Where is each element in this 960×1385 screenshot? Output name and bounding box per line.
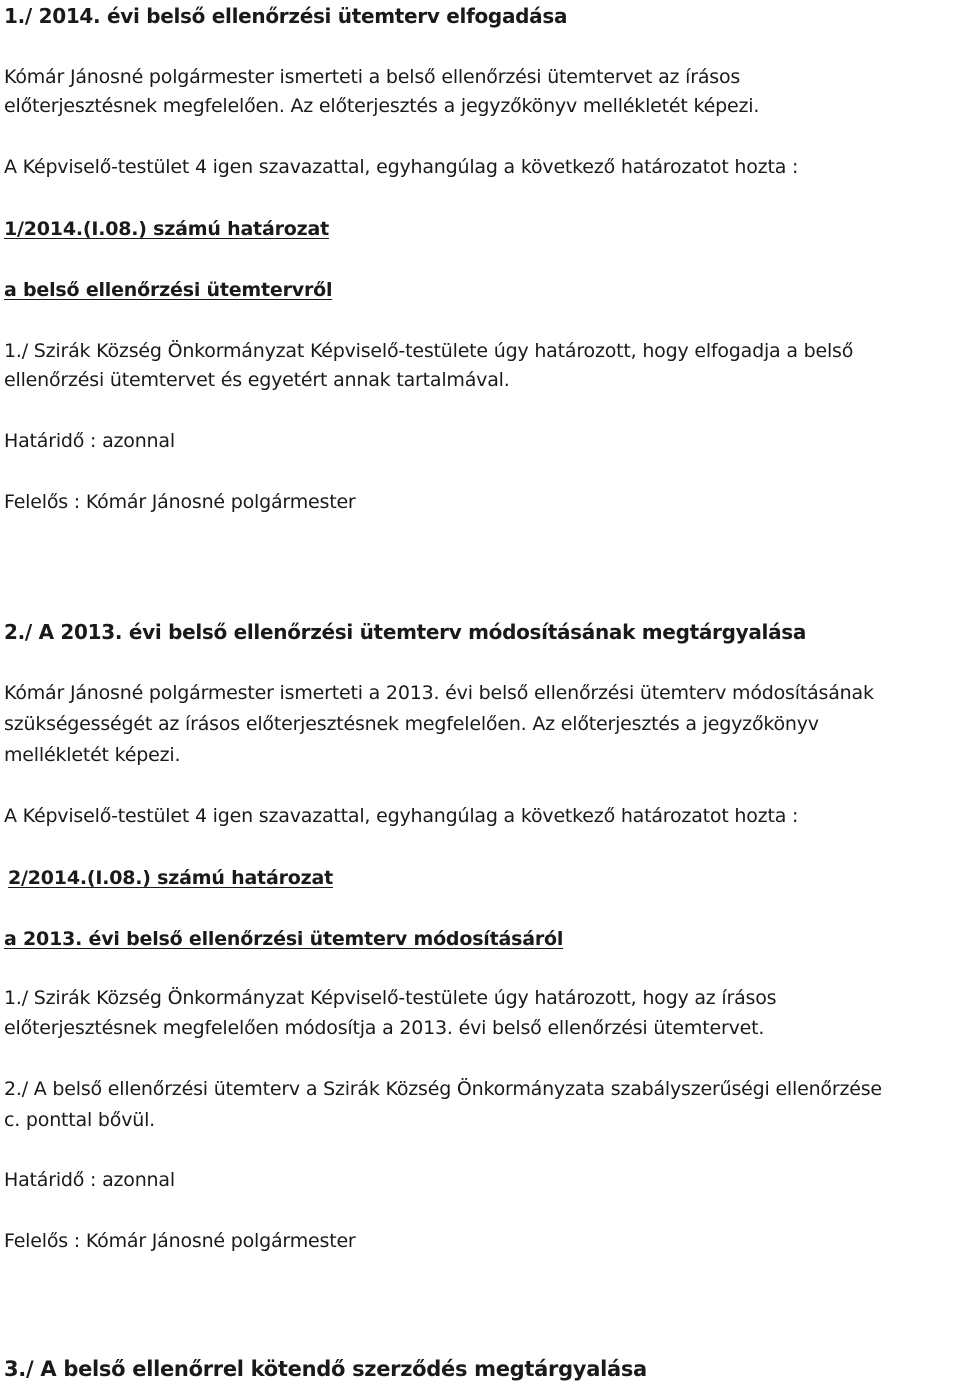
section-3-heading: 3./ A belső ellenőrrel kötendő szerződés megtárgyalása [4,1357,647,1381]
section-2-intro-line-1: Kómár Jánosné polgármester ismerteti a 2013. évi belső ellenőrzési ütemterv módosításának [4,682,874,704]
section-2-resolution-text-line-2: előterjesztésnek megfelelően módosítja a 2013. évi belső ellenőrzési ütemtervet. [4,1017,765,1039]
section-2-responsible: Felelős : Kómár Jánosné polgármester [4,1230,356,1252]
section-1-resolution-text-line-2: ellenőrzési ütemtervet és egyetért annak tartalmával. [4,369,510,391]
section-2-resolution-text-2-line-2: c. ponttal bővül. [4,1109,156,1131]
section-1-intro-line-1: Kómár Jánosné polgármester ismerteti a belső ellenőrzési ütemtervet az írásos [4,66,741,88]
section-2-deadline: Határidő : azonnal [4,1169,175,1191]
section-1-heading: 1./ 2014. évi belső ellenőrzési ütemterv elfogadása [4,4,568,28]
section-2-vote: A Képviselő-testület 4 igen szavazattal, egyhangúlag a következő határozatot hozta : [4,805,799,827]
section-2-resolution-number: 2/2014.(I.08.) számú határozat [8,867,333,889]
section-2-resolution-text-line-1: 1./ Szirák Község Önkormányzat Képviselő-testülete úgy határozott, hogy az írásos [4,987,777,1009]
section-2-resolution-text-2-line-1: 2./ A belső ellenőrzési ütemterv a Szirák Község Önkormányzata szabályszerűségi ellenőrzése [4,1078,882,1100]
section-1-vote: A Képviselő-testület 4 igen szavazattal, egyhangúlag a következő határozatot hozta : [4,156,799,178]
section-1-resolution-number: 1/2014.(I.08.) számú határozat [4,218,329,240]
section-2-resolution-subject: a 2013. évi belső ellenőrzési ütemterv módosításáról [4,928,564,950]
section-1-intro-line-2: előterjesztésnek megfelelően. Az előterjesztés a jegyzőkönyv mellékletét képezi. [4,95,760,117]
section-1-responsible: Felelős : Kómár Jánosné polgármester [4,491,356,513]
section-1-resolution-subject: a belső ellenőrzési ütemtervről [4,279,333,301]
section-2-heading: 2./ A 2013. évi belső ellenőrzési ütemterv módosításának megtárgyalása [4,620,807,644]
section-2-intro-line-3: mellékletét képezi. [4,744,181,766]
section-1-resolution-text-line-1: 1./ Szirák Község Önkormányzat Képviselő-testülete úgy határozott, hogy elfogadja a belső [4,340,854,362]
section-1-deadline: Határidő : azonnal [4,430,175,452]
section-2-intro-line-2: szükségességét az írásos előterjesztésnek megfelelően. Az előterjesztés a jegyzőkönyv [4,713,819,735]
